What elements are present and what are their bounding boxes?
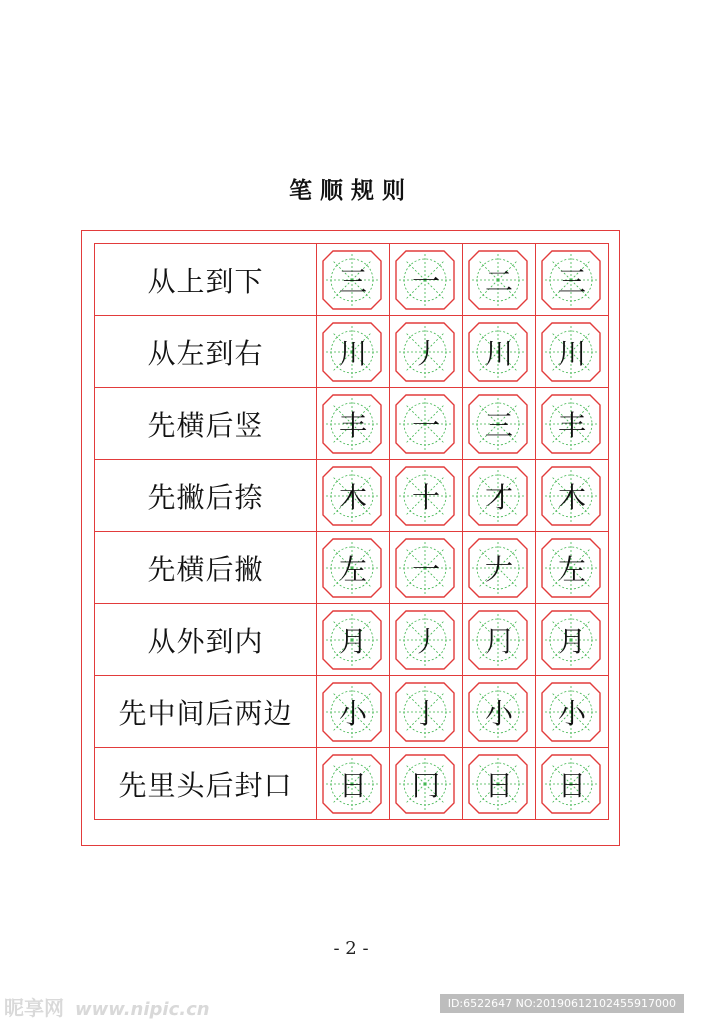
stroke-char: 木 <box>338 480 367 514</box>
rule-label: 先撇后捺 <box>95 460 317 532</box>
stroke-char: 川 <box>338 336 367 370</box>
practice-cell <box>390 748 463 820</box>
watermark-id: ID:6522647 NO:20190612102455917000 <box>440 994 684 1013</box>
stroke-char: 丰 <box>557 408 586 442</box>
practice-cell <box>463 388 536 460</box>
stroke-char: ⺆ <box>484 624 513 658</box>
stroke-char: 左 <box>338 552 367 586</box>
practice-cell <box>536 532 609 604</box>
stroke-char: 小 <box>338 696 367 730</box>
practice-cell <box>390 604 463 676</box>
stroke-char: 丿 <box>411 624 440 658</box>
stroke-char: 二 <box>484 264 513 298</box>
practice-cell <box>317 388 390 460</box>
stroke-char: 月 <box>338 624 367 658</box>
practice-cell <box>536 316 609 388</box>
practice-cell <box>317 604 390 676</box>
rule-label: 先里头后封口 <box>95 748 317 820</box>
practice-cell <box>463 676 536 748</box>
practice-cell <box>390 676 463 748</box>
practice-cell <box>536 388 609 460</box>
stroke-char: 日 <box>484 768 513 802</box>
stroke-char: 丰 <box>338 408 367 442</box>
rule-row <box>95 676 609 748</box>
rule-label: 从上到下 <box>95 244 317 316</box>
rule-row <box>95 316 609 388</box>
stroke-char: 左 <box>557 552 586 586</box>
practice-cell <box>390 460 463 532</box>
stroke-char: 才 <box>484 480 513 514</box>
practice-cell <box>463 532 536 604</box>
stroke-char: 亅 <box>411 696 440 730</box>
practice-cell <box>463 604 536 676</box>
rule-label: 先中间后两边 <box>95 676 317 748</box>
practice-cell <box>317 316 390 388</box>
stroke-char: 三 <box>484 408 513 442</box>
rule-label: 先横后撇 <box>95 532 317 604</box>
stroke-char: 川 <box>557 336 586 370</box>
practice-cell <box>317 460 390 532</box>
practice-cell <box>390 316 463 388</box>
rule-label: 先横后竖 <box>95 388 317 460</box>
practice-cell <box>317 532 390 604</box>
rule-row <box>95 604 609 676</box>
stroke-char: 小 <box>557 696 586 730</box>
stroke-char: 冂 <box>411 768 440 802</box>
stroke-char: 一 <box>411 408 440 442</box>
stroke-char: 月 <box>557 624 586 658</box>
stroke-char: 日 <box>557 768 586 802</box>
practice-cell <box>463 460 536 532</box>
page-number: - 2 - <box>333 938 369 959</box>
rule-label: 从外到内 <box>95 604 317 676</box>
stroke-char: 一 <box>411 264 440 298</box>
stroke-char: 川 <box>484 336 513 370</box>
stroke-char: 十 <box>411 480 440 514</box>
practice-cell <box>536 604 609 676</box>
practice-cell <box>317 748 390 820</box>
rule-row <box>95 244 609 316</box>
page-title: 笔顺规则 <box>289 177 413 204</box>
watermark-brand <box>4 992 210 1021</box>
practice-cell <box>390 244 463 316</box>
rule-row <box>95 748 609 820</box>
rule-row <box>95 460 609 532</box>
stroke-char: 木 <box>557 480 586 514</box>
stroke-order-table <box>94 243 609 820</box>
stroke-char: 一 <box>411 552 440 586</box>
practice-cell <box>463 748 536 820</box>
rule-label: 从左到右 <box>95 316 317 388</box>
practice-cell <box>536 244 609 316</box>
stroke-char: 𠂇 <box>484 552 513 586</box>
rule-row <box>95 388 609 460</box>
stroke-char: 三 <box>557 264 586 298</box>
rule-row <box>95 532 609 604</box>
practice-cell <box>317 676 390 748</box>
practice-cell <box>536 460 609 532</box>
stroke-char: 小 <box>484 696 513 730</box>
practice-cell <box>390 388 463 460</box>
practice-cell <box>463 316 536 388</box>
stroke-char: 丿 <box>411 336 440 370</box>
practice-cell <box>463 244 536 316</box>
practice-cell <box>536 676 609 748</box>
stroke-char: 日 <box>338 768 367 802</box>
stroke-char: 三 <box>338 264 367 298</box>
watermark-url: www.nipic.cn <box>74 999 210 1020</box>
watermark-brand-text: 昵享网 <box>4 996 64 1020</box>
practice-cell <box>317 244 390 316</box>
practice-cell <box>536 748 609 820</box>
practice-cell <box>390 532 463 604</box>
